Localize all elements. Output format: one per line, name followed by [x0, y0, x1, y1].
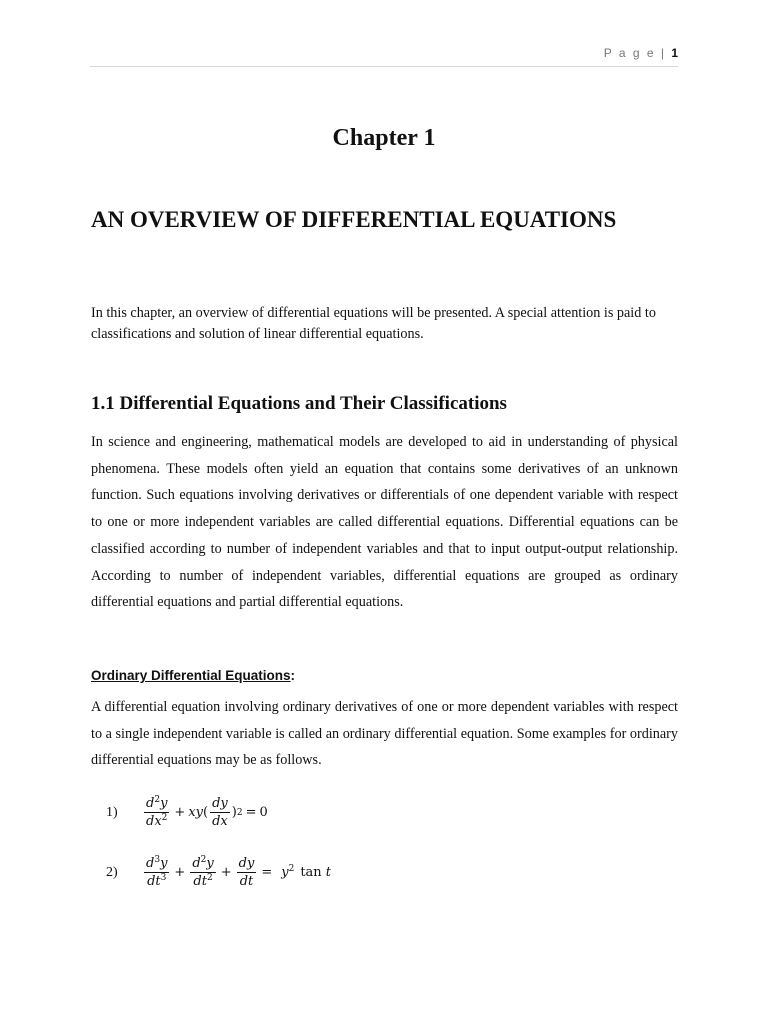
ode-heading-colon: :	[290, 668, 296, 683]
page-header	[604, 46, 678, 60]
ode-heading-text: Ordinary Differential Equations	[91, 668, 291, 683]
fraction: $\frac{d^2y}{dx^2}$	[146, 795, 168, 829]
equation-number: 2)	[106, 864, 118, 880]
section-heading: 1.1 Differential Equations and Their Classifications	[91, 393, 507, 414]
equation-2-fn: tan	[300, 865, 322, 880]
fraction: $\frac{dy}{dx}$	[212, 796, 228, 829]
section-paragraph: In science and engineering, mathematical models are developed to aid in understanding of physical phenomena. These models often yield an equation that contains some derivatives of an unknown function. Such equations involving derivatives or differentials of one dependent variable with respect to one or more independent variables are called differential equations. Differential equations can be classified according to number of independent variables and that to input output-output relationship. According to number of independent variables, differential equations are grouped as ordinary differential equations and partial differential equations.	[91, 434, 678, 611]
equation-1-rhs: 0	[259, 805, 268, 820]
fraction: $\frac{d^2y}{dt^2}$	[192, 855, 214, 889]
page-label: P a g e |	[603, 46, 666, 60]
equation-2	[106, 856, 331, 889]
chapter-title: AN OVERVIEW OF DIFFERENTIAL EQUATIONS	[91, 207, 617, 232]
header-divider	[90, 66, 678, 67]
page-number: 1	[671, 46, 678, 60]
chapter-label: Chapter 1	[332, 125, 436, 151]
equation-1-formula: $\frac{d^2y}{dx^2}$ + xy ( $\frac{dy}{dx}$ ) 2 = 0	[146, 795, 268, 829]
intro-paragraph: In this chapter, an overview of differential equations will be presented. A special attention is paid to classifications and solution of linear differential equations.	[91, 305, 656, 342]
equation-2-formula: $\frac{d^3y}{dt^3}$ + $\frac{d^2y}{dt^2}$ + $\frac{dy}{dt}$ = $y^2$ tan t	[146, 855, 331, 889]
ode-paragraph: A differential equation involving ordinary derivatives of one or more dependent variables with respect to a single independent variable is called an ordinary differential equation. Some examples for ordinary differential equations may be as follows.	[91, 699, 678, 769]
fraction: $\frac{dy}{dt}$	[238, 856, 255, 889]
fraction: $\frac{d^3y}{dt^3}$	[146, 855, 168, 889]
equation-1	[106, 796, 268, 829]
equation-number: 1)	[106, 804, 118, 820]
ode-heading	[91, 668, 295, 683]
